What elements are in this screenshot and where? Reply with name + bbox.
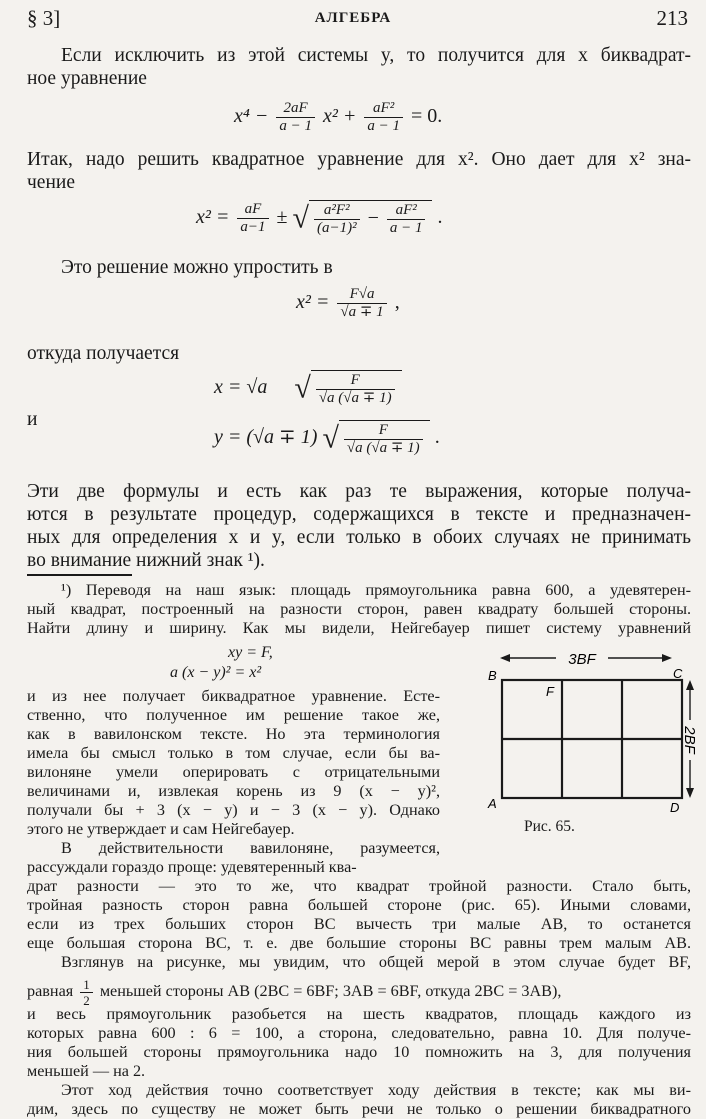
paragraph-line: ных для определения x и y, если только в обоих случаях не принимать: [27, 527, 691, 548]
side-dimension-label: 2BF: [681, 726, 698, 754]
fraction: $\frac{F√a}{√a \mp 1}$: [337, 286, 386, 321]
running-title: АЛГЕБРА: [314, 10, 392, 26]
paragraph-line: Это решение можно упростить в: [61, 257, 333, 278]
footnote-line: ния большей стороны прямоугольника надо 10 помножить на 3, для получения: [27, 1043, 691, 1061]
system-equation-2: a (x − y)² = x²: [170, 664, 262, 681]
footnote-line: Взглянув на рисунке, мы увидим, что общей мерой в этом случае будет BF,: [61, 953, 691, 971]
top-dimension-label: 3BF: [568, 651, 596, 668]
footnote-line: Этот ход действия точно соответствует ходу действия в тексте; как мы ви-: [61, 1081, 691, 1099]
equation-y: [214, 420, 440, 457]
equation-x: [214, 370, 402, 407]
eq-term: x² +: [322, 105, 357, 128]
footnote-line: и из нее получает биквадратное уравнение. Есте-: [27, 687, 440, 705]
equation-x-squared: [196, 200, 442, 237]
fraction-one-half: $\frac{1}{2}$: [80, 977, 93, 1008]
paragraph-line: ются в результате процедур, содержащихся в тексте и предназначен-: [27, 504, 691, 525]
fraction: $\frac{\text{a²F²}}{\text{(a−1)²}}$: [314, 202, 360, 237]
footnote-line: которых равна 600 : 6 = 100, а сторона, следовательно, равна 10. Для получе-: [27, 1024, 691, 1042]
corner-label-b: B: [488, 668, 497, 683]
radical-sign: √: [322, 421, 339, 455]
figure-caption: Рис. 65.: [524, 818, 575, 835]
eq-term: x = √a: [214, 376, 268, 399]
equation-biquadratic: [234, 100, 442, 135]
conjunction: и: [27, 409, 38, 430]
fraction: $\frac{\text{aF²}}{a - 1}$: [387, 202, 426, 237]
footnote-line: вилоняне умели оперировать с отрицательными: [27, 763, 440, 781]
eq-term: = 0.: [410, 105, 443, 128]
paragraph-line: во внимание нижний знак ¹).: [27, 550, 265, 571]
fraction: $\frac{F}{√a (√a \mp 1)}$: [344, 422, 423, 457]
corner-label-c: C: [673, 666, 683, 681]
footnote-line: рассуждали гораздо проще: удевятеренный ква-: [27, 858, 357, 876]
footnote-line: меньшей — на 2.: [27, 1062, 146, 1080]
fraction: $\frac{F}{√a (√a \mp 1)}$: [316, 372, 395, 407]
footnote-line: этого не утверждает и сам Нейгебауер.: [27, 820, 295, 838]
paragraph-line: Если исключить из этой системы y, то получится для x биквадрат-: [61, 45, 691, 66]
paragraph-line: Итак, надо решить квадратное уравнение для x². Оно дает для x² зна-: [27, 149, 691, 170]
corner-label-d: D: [670, 800, 680, 815]
point-label-f: F: [546, 684, 554, 699]
eq-term: ±: [276, 206, 288, 229]
page-number: 213: [656, 6, 688, 30]
fraction: $\frac{aF}{a-1}$: [237, 201, 268, 236]
footnote-line: если из трех больших сторон BC вычесть три малые AB, то останется: [27, 915, 691, 933]
equation-simplified: [296, 286, 400, 321]
arrowhead-right: [662, 654, 672, 662]
footnote-line: величинами и, извлекая корень из 9 (x − y)²,: [27, 782, 440, 800]
footnote-line-with-fraction: равная $\frac{1}{2}$ меньшей стороны AB (2BC = 6BF; 3AB = 6BF, откуда 2BC = 3AB),: [27, 976, 562, 1008]
arrowhead-left: [500, 654, 510, 662]
arrowhead-down: [686, 788, 694, 798]
eq-term: .: [434, 426, 440, 449]
paragraph-line: чение: [27, 172, 75, 193]
footnote-line: ный квадрат, построенный на разности сторон, равен квадрату большей стороны.: [27, 600, 691, 618]
footnote-line: еще большая сторона BC, т. е. две большие стороны BC равны трем малым AB.: [27, 934, 691, 952]
square-root: [292, 200, 432, 237]
arrowhead-up: [686, 680, 694, 690]
footnote-line: ¹) Переводя на наш язык: площадь прямоугольника равна 600, а удевятерен-: [61, 581, 691, 599]
footnote-line: В действительности вавилоняне, разумеется,: [61, 839, 440, 857]
fraction: $\frac{\text{aF²}}{a - 1}$: [364, 100, 403, 135]
paragraph-line: Эти две формулы и есть как раз те выражения, которые получа-: [27, 481, 691, 502]
footnote-line: и весь прямоугольник разобьется на шесть квадратов, площадь каждого из: [27, 1005, 691, 1023]
square-root: [322, 420, 429, 457]
figure-rectangle-grid: [460, 640, 700, 815]
paragraph-line: откуда получается: [27, 343, 180, 364]
radical-sign: √: [294, 371, 311, 405]
footnote-line: Найти длину и ширину. Как мы видели, Нейгебауер пишет систему уравнений: [27, 619, 691, 637]
footnote-rule: [27, 574, 132, 576]
fraction: $\frac{2aF}{a - 1}$: [276, 100, 315, 135]
radical-sign: √: [292, 201, 309, 235]
eq-term: ,: [394, 291, 400, 314]
footnote-line: имела бы смысл только в том случае, если бы ва-: [27, 744, 440, 762]
footnote-line: тройная разность сторон равна большей стороне (рис. 65). Иными словами,: [27, 896, 691, 914]
system-equation-1: xy = F,: [228, 644, 273, 661]
square-root: [294, 370, 401, 407]
eq-term: x² =: [196, 206, 230, 229]
footnote-line: как в вавилонском тексте. Но эта терминология: [27, 725, 440, 743]
eq-term: x⁴ −: [234, 105, 269, 128]
eq-term: .: [437, 206, 443, 229]
section-marker: § 3]: [27, 6, 61, 30]
paragraph-line: ное уравнение: [27, 68, 147, 89]
footnote-line: ственно, что полученное им решение такое же,: [27, 706, 440, 724]
footnote-line: получали бы + 3 (x − y) и − 3 (x − y). Однако: [27, 801, 440, 819]
eq-term: y = (√a ∓ 1): [214, 426, 318, 449]
eq-term: x² =: [296, 291, 330, 314]
eq-term: −: [367, 207, 379, 230]
footnote-line: дим, здесь по существу не может быть речи не только о решении биквадратного: [27, 1100, 691, 1118]
corner-label-a: A: [488, 796, 497, 811]
footnote-line: драт разности — это то же, что квадрат тройной разности. Стало быть,: [27, 877, 691, 895]
